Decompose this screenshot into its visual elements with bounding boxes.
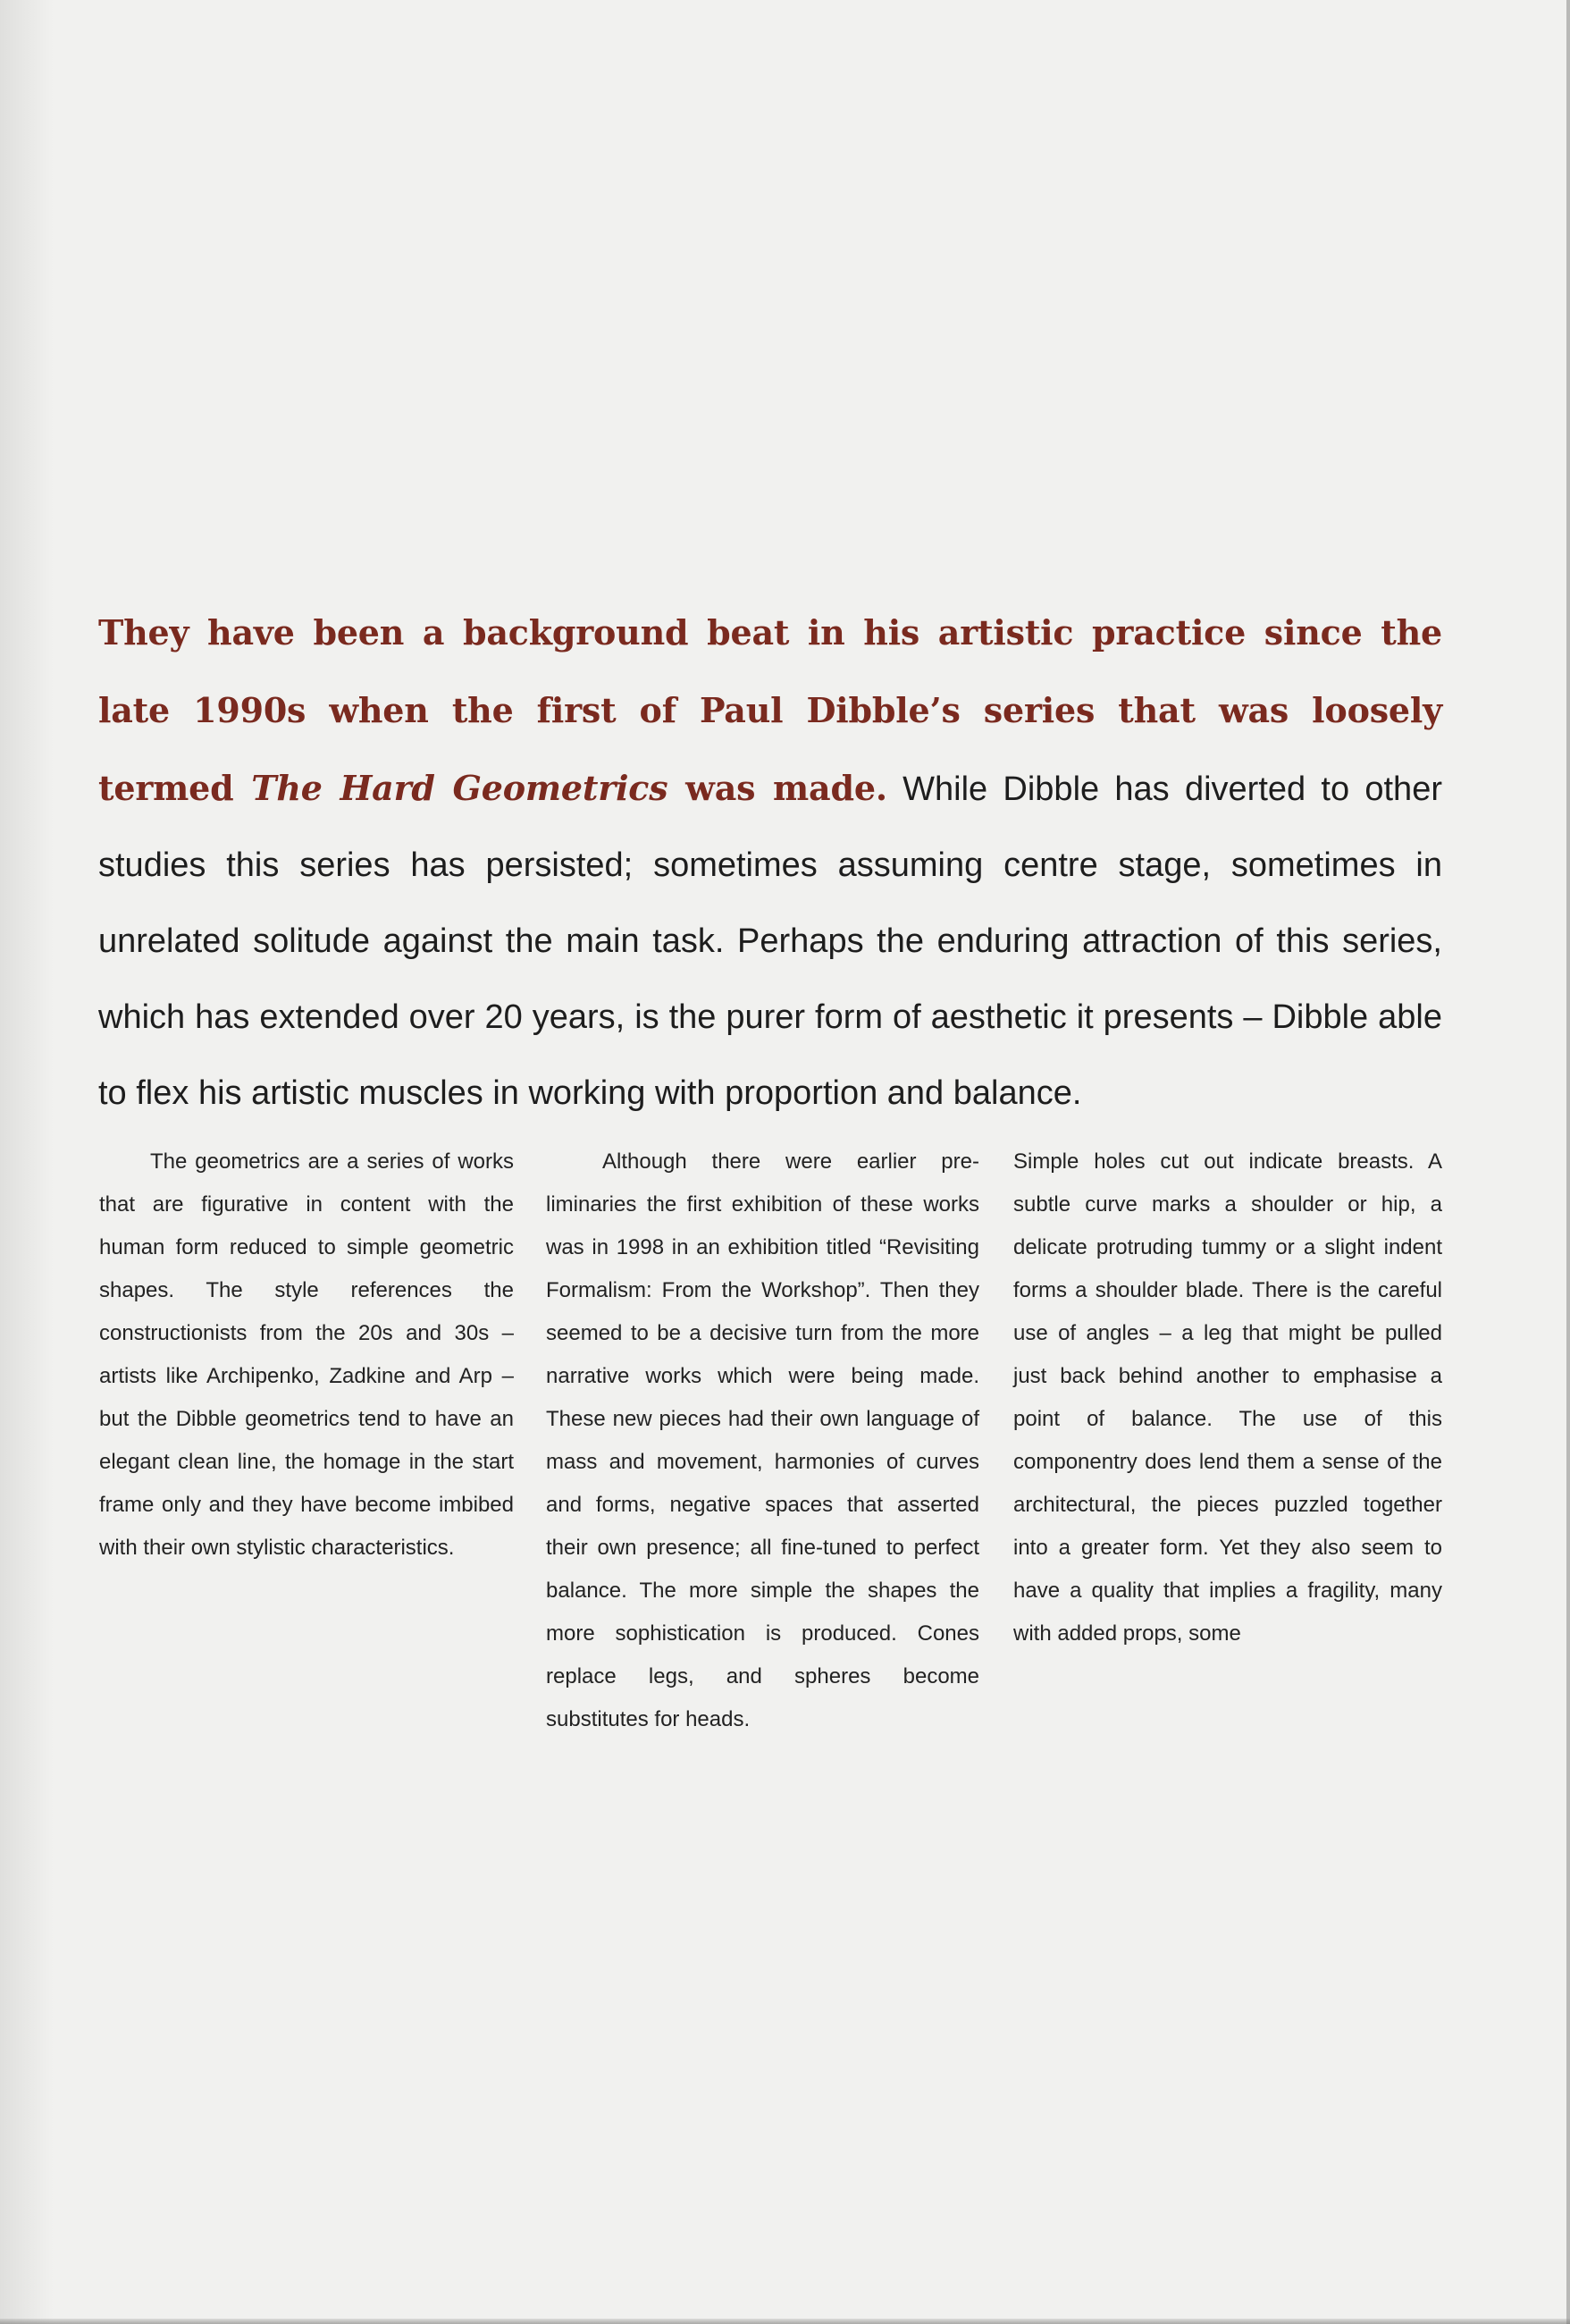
- series-title: The Hard Geometrics: [251, 768, 668, 808]
- intro-body: While Dibble has diverted to other studies this series has persisted; sometimes assuming centre stage, sometimes in unrelated solitude against the main task. Perhaps the enduring attraction of this series, which has extended over 20 years, is the purer form of aesthetic it presents – Dibble able to flex his artistic muscles in working with proportion and balance.: [98, 770, 1442, 1112]
- intro-lead-start: They have been a background beat in his artistic practice since the late 1990s when the first of Paul Dibble’s series that was loosely termed: [98, 612, 1442, 808]
- body-column-3: Simple holes cut out indicate breasts. A subtle curve marks a shoulder or hip, a delicate protruding tummy or a slight indent forms a shoulder blade. There is the careful use of angles – a leg that might be pulled just back behind another to emphasise a point of balance. The use of this componentry does lend them a sense of the architectural, the pieces puzzled together into a greater form. Yet they also seem to have a quality that implies a fragility, many with added props, some: [1013, 1149, 1442, 1646]
- body-column-1: The geometrics are a series of works that are figurative in content with the human form reduced to simple geometric shapes. The style references the constructionists from the 20s and 30s – artists like Archipenko, Zadkine and Arp – but the Dibble geometrics tend to have an elegant clean line, the homage in the start frame only and they have become imbibed with their own stylistic characteristics.: [99, 1149, 514, 1560]
- page-edge-bottom: [0, 2319, 1570, 2324]
- page-gutter-shadow: [0, 0, 54, 2324]
- page-edge-right: [1566, 0, 1570, 2324]
- body-column-2: Although there were earlier preliminaries the first exhibition of these works was in 1998 in an exhibition titled “Revisiting Formalism: From the Workshop”. Then they seemed to be a decisive turn from the more narrative works which were being made. These new pieces had their own language of mass and movement, harmonies of curves and forms, negative spaces that asserted their own presence; all fine-tuned to perfect balance. The more simple the shapes the more sophistication is produced. Cones replace legs, and spheres become substitutes for heads.: [546, 1149, 979, 1731]
- intro-lead-end: was made.: [667, 768, 887, 808]
- intro-paragraph: [98, 594, 1442, 1132]
